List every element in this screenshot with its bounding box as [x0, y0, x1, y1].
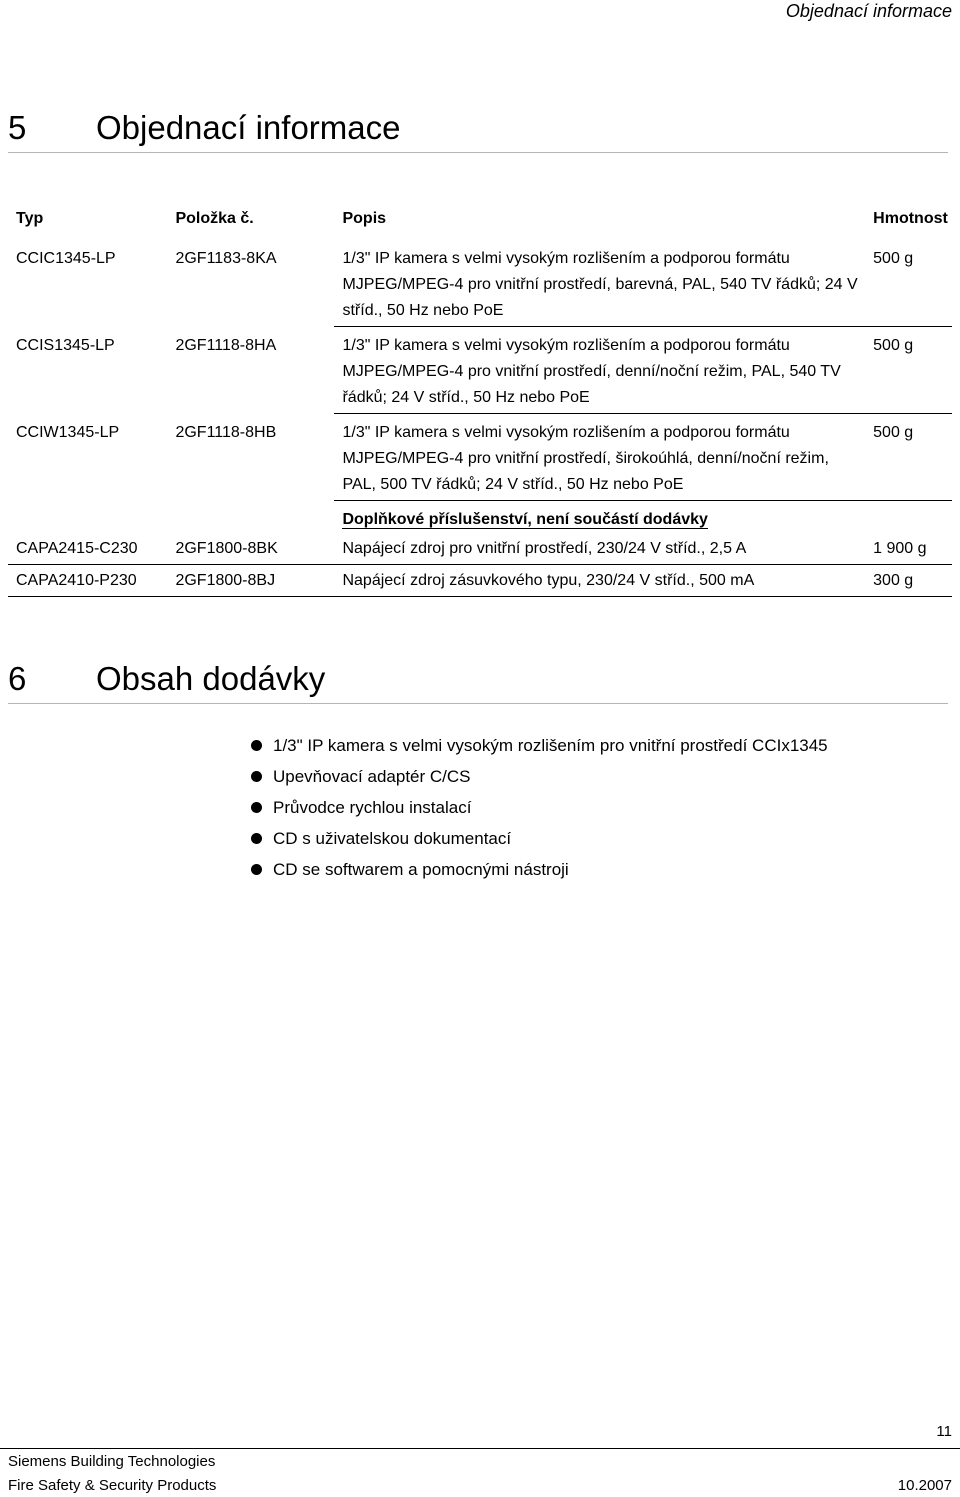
list-item: Průvodce rychlou instalací [248, 792, 828, 823]
bullet-icon [251, 864, 262, 875]
table-header-row [8, 201, 952, 240]
footer-divider [0, 1448, 960, 1449]
table-row [8, 533, 952, 565]
cell-type: CCIC1345-LP [16, 250, 116, 267]
list-item: CD s uživatelskou dokumentací [248, 823, 828, 854]
section-number: 6 [8, 660, 27, 697]
column-header-type: Typ [16, 210, 44, 227]
cell-weight: 1 900 g [865, 533, 952, 565]
page-number: 11 [936, 1423, 952, 1440]
delivery-contents-list [248, 730, 828, 885]
list-item: CD se softwarem a pomocnými nástroji [248, 854, 828, 885]
section-heading-contents [8, 659, 948, 704]
cell-item: 2GF1800-8BK [167, 533, 334, 565]
accessories-heading-row [8, 501, 952, 534]
cell-description: 1/3" IP kamera s velmi vysokým rozlišením a podporou formátu MJPEG/MPEG-4 pro vnitřní prostředí, denní/noční režim, PAL, 540 TV řádků; 24 V stříd., 50 Hz nebo PoE [334, 327, 865, 414]
cell-type: CAPA2410-P230 [8, 565, 167, 597]
section-number: 5 [8, 109, 27, 146]
column-header-item: Položka č. [175, 210, 254, 227]
bullet-icon [251, 802, 262, 813]
cell-weight: 500 g [865, 327, 952, 414]
cell-item: 2GF1800-8BJ [167, 565, 334, 597]
cell-item: 2GF1183-8KA [175, 250, 277, 267]
footer-date: 10.2007 [897, 1477, 952, 1494]
column-header-description: Popis [342, 210, 387, 227]
section-heading-ordering [8, 108, 948, 153]
cell-type: CAPA2415-C230 [8, 533, 167, 565]
bullet-icon [251, 740, 262, 751]
table-row [8, 240, 952, 327]
cell-type: CCIS1345-LP [16, 336, 115, 354]
cell-description: Napájecí zdroj zásuvkového typu, 230/24 V stříd., 500 mA [334, 565, 865, 597]
table-row [8, 327, 952, 414]
cell-item: 2GF1118-8HB [175, 423, 277, 441]
cell-weight: 500 g [865, 240, 952, 327]
table-row [8, 414, 952, 501]
footer-division: Fire Safety & Security Products [8, 1477, 217, 1494]
bullet-icon [251, 833, 262, 844]
cell-description: 1/3" IP kamera s velmi vysokým rozlišením a podporou formátu MJPEG/MPEG-4 pro vnitřní prostředí, barevná, PAL, 540 TV řádků; 24 V stříd., 50 Hz nebo PoE [334, 240, 865, 327]
list-item: 1/3" IP kamera s velmi vysokým rozlišením pro vnitřní prostředí CCIx1345 [248, 730, 828, 761]
accessories-heading: Doplňkové příslušenství, není součástí dodávky [342, 511, 708, 528]
bullet-icon [251, 771, 262, 782]
cell-weight: 500 g [865, 414, 952, 501]
section-title: Objednací informace [96, 109, 401, 146]
cell-description: Napájecí zdroj pro vnitřní prostředí, 230/24 V stříd., 2,5 A [334, 533, 865, 565]
cell-description: 1/3" IP kamera s velmi vysokým rozlišením a podporou formátu MJPEG/MPEG-4 pro vnitřní prostředí, širokoúhlá, denní/noční režim, PAL, 500 TV řádků; 24 V stříd., 50 Hz nebo PoE [334, 414, 865, 501]
cell-item: 2GF1118-8HA [175, 336, 277, 354]
column-header-weight: Hmotnost [873, 210, 948, 227]
ordering-table [8, 201, 952, 597]
cell-weight: 300 g [865, 565, 952, 597]
cell-type: CCIW1345-LP [16, 423, 120, 441]
footer-company: Siemens Building Technologies [8, 1453, 216, 1470]
list-item: Upevňovací adaptér C/CS [248, 761, 828, 792]
table-row [8, 565, 952, 597]
section-title: Obsah dodávky [96, 660, 326, 697]
running-header: Objednací informace [785, 1, 952, 21]
